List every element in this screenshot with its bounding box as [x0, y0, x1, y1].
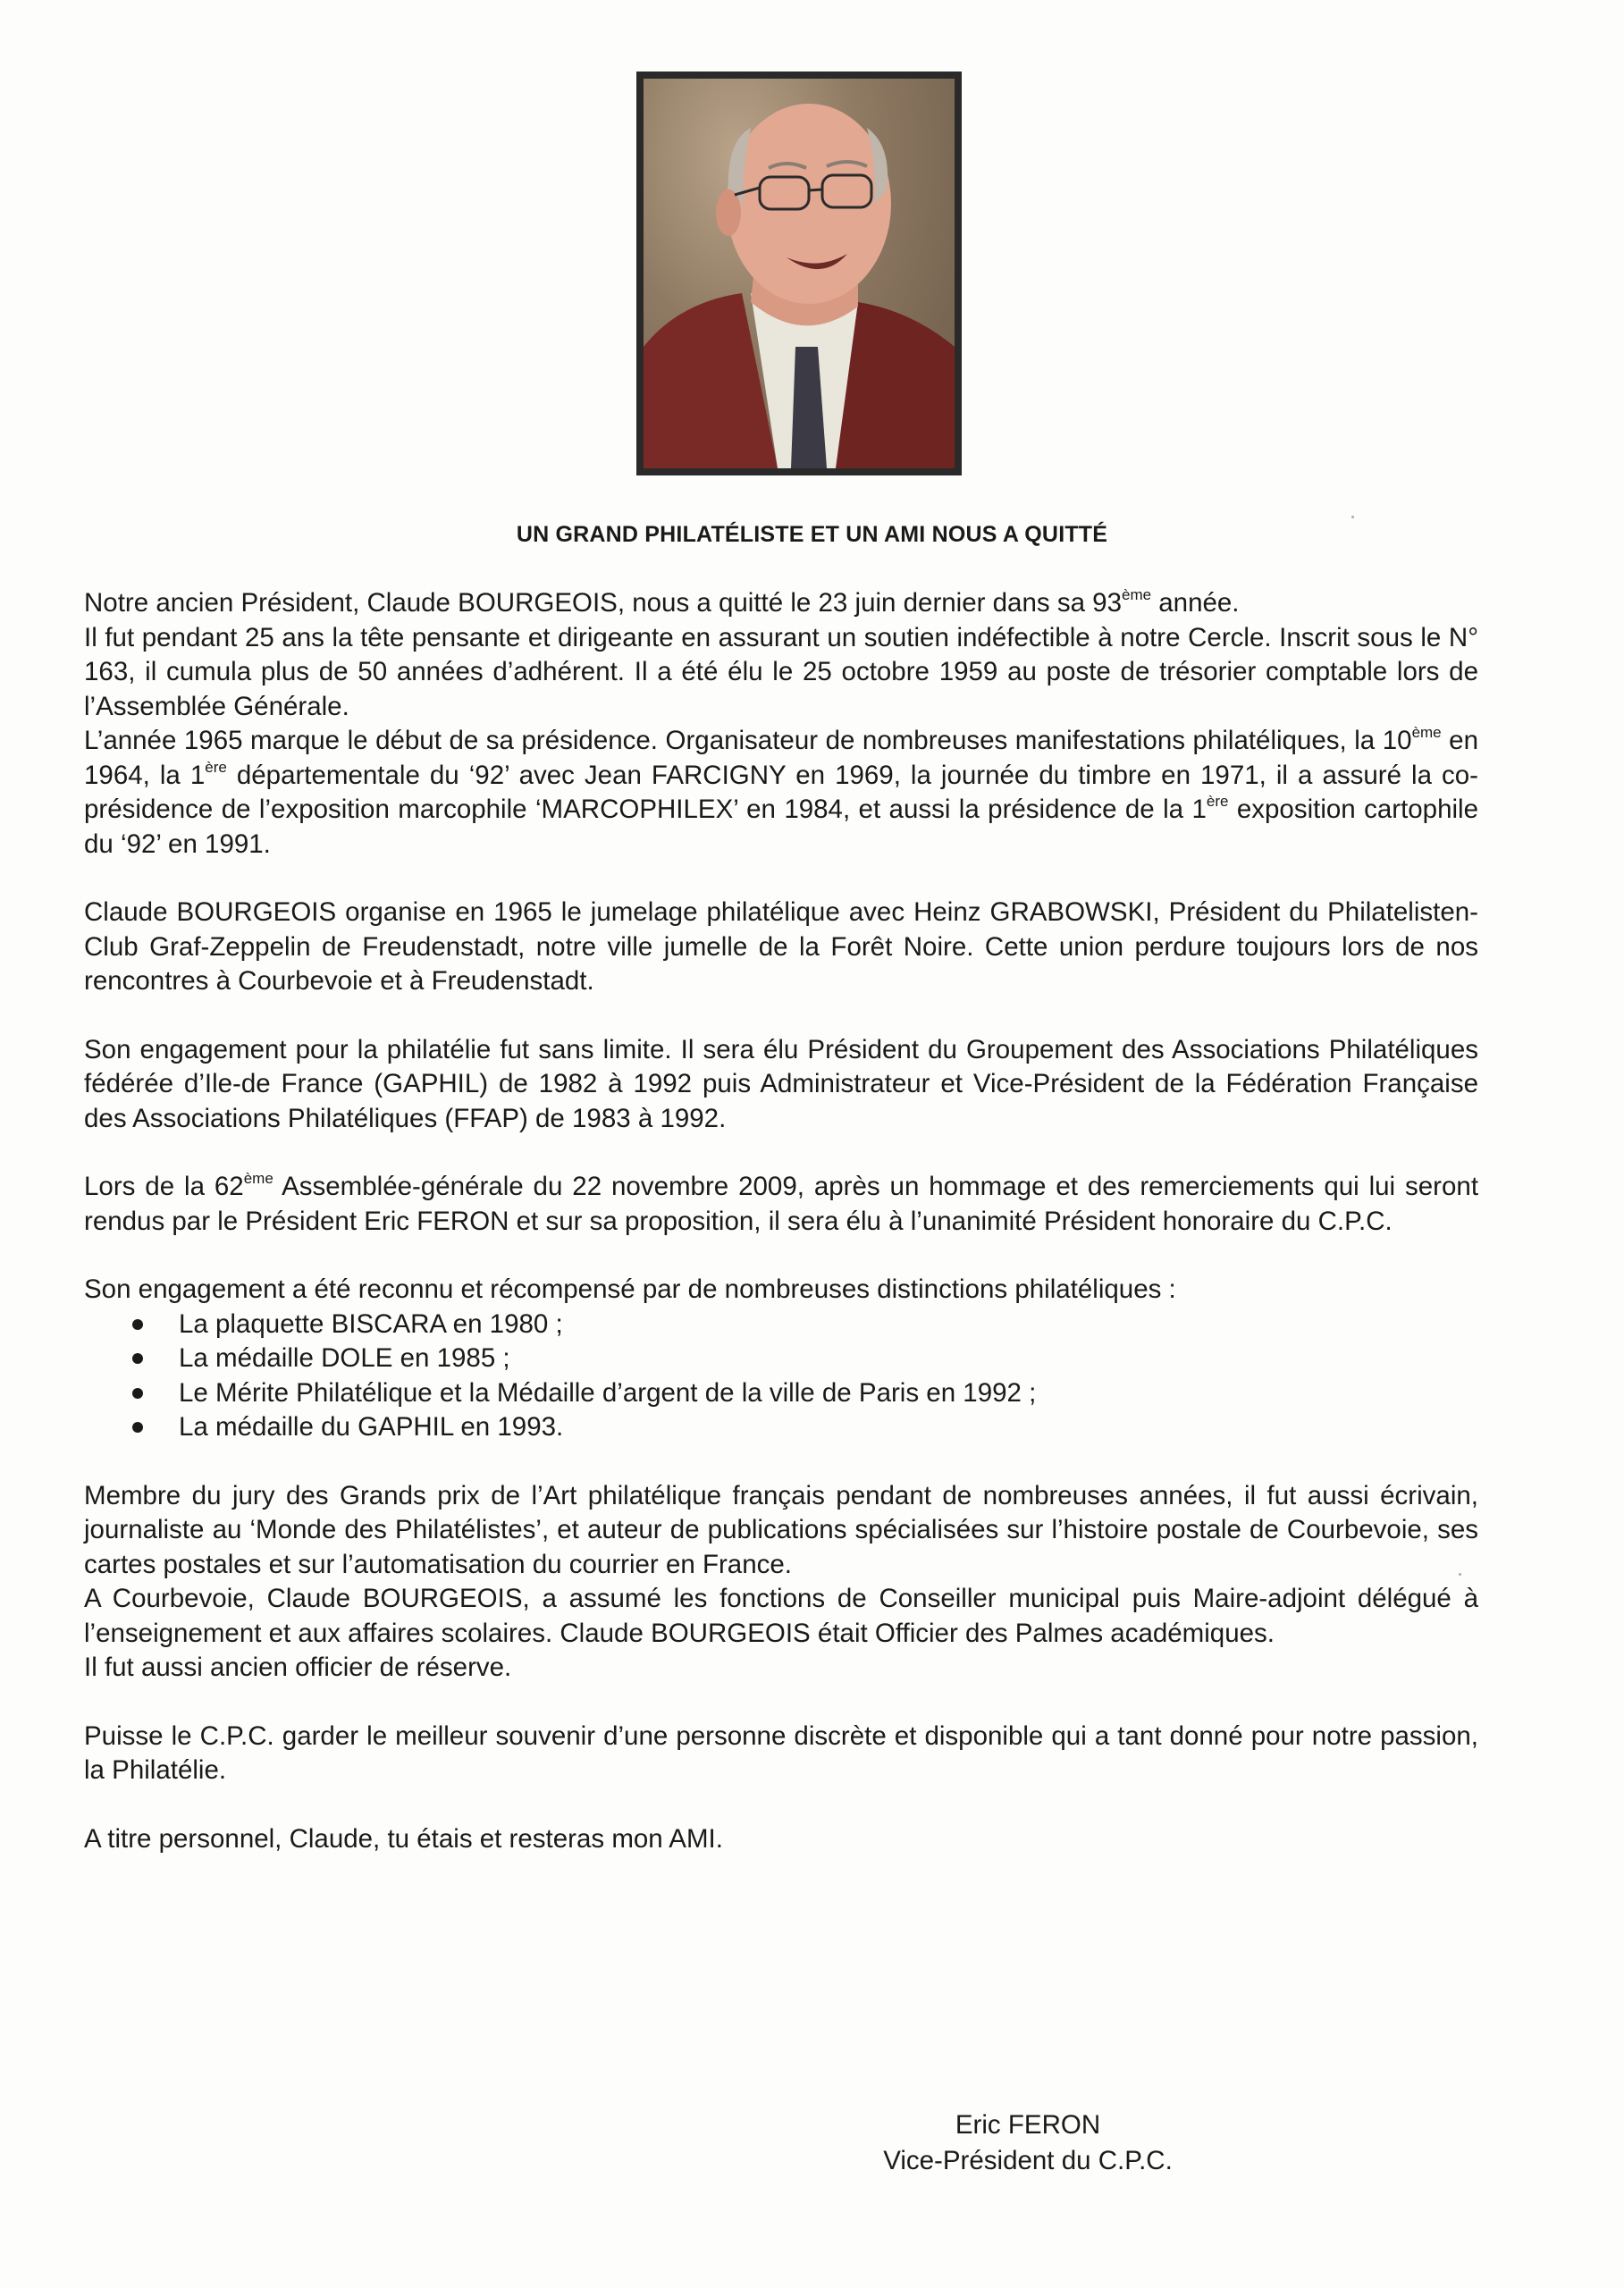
paragraph-honorary: Lors de la 62ème Assemblée-générale du 22 novembre 2009, après un hommage et des remerciements qui lui seront rendus par le Président Eric FERON et sur sa proposition, il sera élu à l’unanimité Président honoraire du C.P.C.: [84, 1170, 1479, 1236]
list-item: La médaille DOLE en 1985 ;: [84, 1342, 1478, 1376]
letter-body: [84, 586, 1478, 1856]
bullet-icon: [132, 1319, 143, 1330]
bullet-icon: [132, 1353, 143, 1364]
paragraph-distinctions-intro: Son engagement a été reconnu et récompensé par de nombreuses distinctions philatéliques :: [84, 1274, 1176, 1304]
page-title: UN GRAND PHILATÉLISTE ET UN AMI NOUS A QUITTÉ: [516, 522, 1108, 547]
paragraph-personal: A titre personnel, Claude, tu étais et resteras mon AMI.: [84, 1823, 723, 1854]
list-item: Le Mérite Philatélique et la Médaille d’argent de la ville de Paris en 1992 ;: [84, 1376, 1478, 1411]
paragraph-reserve: Il fut aussi ancien officier de réserve.: [84, 1653, 512, 1682]
paragraph-twinning: Claude BOURGEOIS organise en 1965 le jumelage philatélique avec Heinz GRABOWSKI, Président du Philatelisten-Club Graf-Zeppelin de Freudenstadt, notre ville jumelle de la Forêt Noire. Cette union perdure toujours lors de nos rencontres à Courbevoie et à Freudenstadt.: [84, 897, 1478, 996]
paragraph-engagement: Son engagement pour la philatélie fut sans limite. Il sera élu Président du Groupement des Associations Philatéliques fédérée d’Ile-de France (GAPHIL) de 1982 à 1992 puis Administrateur et Vice-Président de la Fédération Française des Associations Philatéliques (FFAP) de 1983 à 1992.: [84, 1034, 1478, 1133]
bullet-icon: [132, 1388, 143, 1399]
portrait-illustration: [644, 79, 955, 468]
portrait-photo: [636, 72, 962, 475]
paragraph-courbevoie: A Courbevoie, Claude BOURGEOIS, a assumé les fonctions de Conseiller municipal puis Maire-adjoint délégué à l’enseignement et aux affaires scolaires. Claude BOURGEOIS était Officier des Palmes académiques.: [84, 1584, 1478, 1648]
signature-role: Vice-Président du C.P.C.: [883, 2146, 1173, 2175]
scan-speck: [1351, 516, 1354, 518]
paragraph-intro: Notre ancien Président, Claude BOURGEOIS, nous a quitté le 23 juin dernier dans sa 93ème année.: [84, 586, 1240, 618]
signature-block: [849, 2107, 1207, 2179]
bullet-icon: [132, 1422, 143, 1433]
paragraph-souvenir: Puisse le C.P.C. garder le meilleur souvenir d’une personne discrète et disponible qui a tant donné pour notre passion, la Philatélie.: [84, 1720, 1478, 1785]
paragraph-presidency: L’année 1965 marque le début de sa présidence. Organisateur de nombreuses manifestations philatéliques, la 10ème en 1964, la 1ère départementale du ‘92’ avec Jean FARCIGNY en 1969, la journée du timbre en 1971, il a assuré la co-présidence de l’exposition marcophile ‘MARCOPHILEX’ en 1984, et aussi la présidence de la 1ère exposition cartophile du ‘92’ en 1991.: [84, 724, 1478, 859]
scan-speck: [1459, 1573, 1461, 1576]
signature-name: Eric FERON: [955, 2110, 1101, 2140]
list-item: La plaquette BISCARA en 1980 ;: [84, 1308, 1478, 1342]
distinctions-list: [84, 1308, 1478, 1445]
paragraph-career: Il fut pendant 25 ans la tête pensante et dirigeante en assurant un soutien indéfectible à notre Cercle. Inscrit sous le N° 163, il cumula plus de 50 années d’adhérent. Il a été élu le 25 octobre 1959 au poste de trésorier comptable lors de l’Assemblée Générale.: [84, 622, 1478, 721]
paragraph-jury: Membre du jury des Grands prix de l’Art philatélique français pendant de nombreuses années, il fut aussi écrivain, journaliste au ‘Monde des Philatélistes’, et auteur de publications spécialisées sur l’histoire postale de Courbevoie, ses cartes postales et sur l’automatisation du courrier en France.: [84, 1480, 1478, 1579]
portrait-image: [644, 79, 955, 468]
list-item: La médaille du GAPHIL en 1993.: [84, 1410, 1478, 1445]
